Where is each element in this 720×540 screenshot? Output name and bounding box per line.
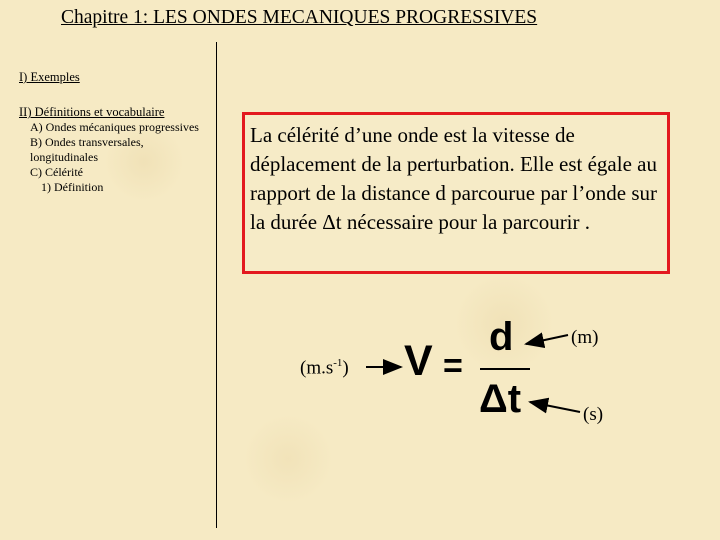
velocity-unit-prefix: (m.s: [300, 357, 334, 379]
formula-denominator-duration: Δt: [479, 377, 522, 421]
outline-item-celerite: C) Célérité: [30, 165, 83, 179]
time-unit-arrow: [530, 402, 580, 412]
fraction-bar: [480, 368, 530, 370]
formula-equals: =: [443, 347, 463, 385]
page-title: Chapitre 1: LES ONDES MECANIQUES PROGRESSIVES: [61, 7, 538, 28]
outline-item-definition: 1) Définition: [41, 180, 104, 194]
outline-panel: [19, 70, 209, 195]
vertical-divider: [216, 42, 217, 528]
outline-item-ondes-mecaniques: A) Ondes mécaniques progressives: [30, 120, 199, 134]
formula-velocity: V: [404, 337, 433, 385]
distance-unit-arrow: [526, 335, 568, 344]
velocity-unit-suffix: ): [342, 357, 349, 379]
outline-section-definitions: II) Définitions et vocabulaire: [19, 105, 165, 119]
formula-numerator-distance: d: [489, 315, 514, 359]
definition-box: La célérité d’une onde est la vitesse de déplacement de la perturbation. Elle est égale au rapport de la distance d parcourue par l’onde sur la durée Δt nécessaire pour la parcourir .: [242, 112, 670, 274]
distance-unit: (m): [571, 327, 599, 348]
outline-item-ondes-transversales: B) Ondes transversales, longitudinales: [30, 135, 144, 164]
velocity-unit: [300, 357, 349, 379]
time-unit: (s): [583, 404, 604, 425]
velocity-unit-exponent: -1: [333, 357, 343, 369]
outline-section-exemples: I) Exemples: [19, 70, 80, 84]
